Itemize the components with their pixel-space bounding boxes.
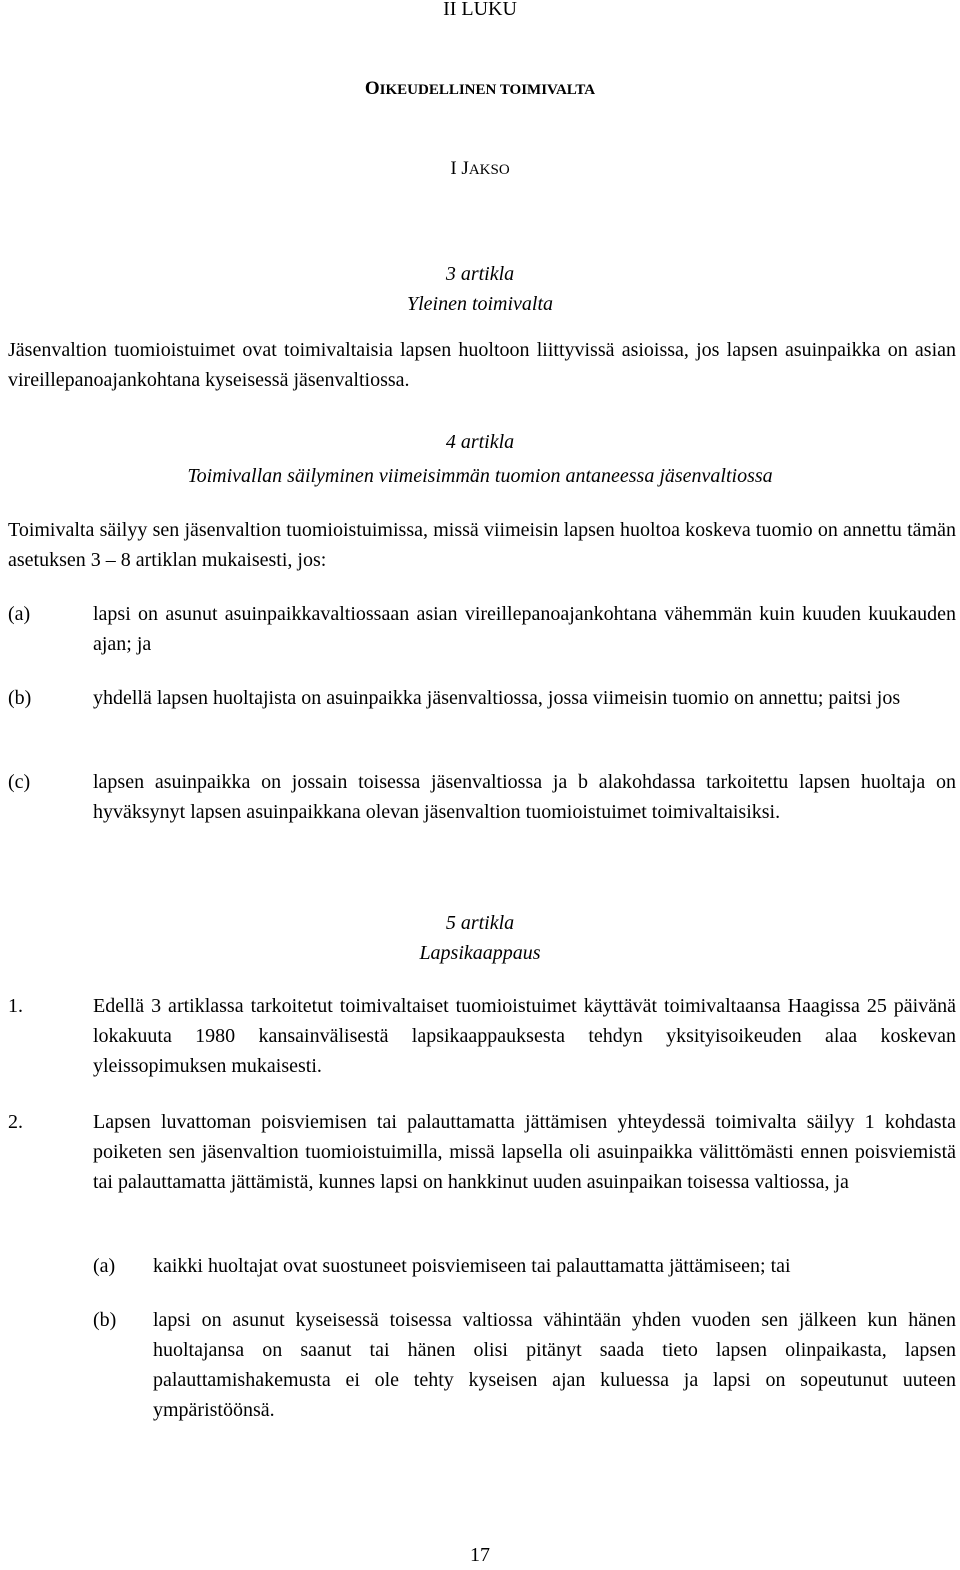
chapter-title xyxy=(0,74,960,105)
page-number: 17 xyxy=(470,1544,490,1566)
paragraph-label: 2. xyxy=(8,1111,23,1133)
paragraph-label: 1. xyxy=(8,995,23,1017)
subitem-label: (a) xyxy=(93,1255,116,1277)
chapter-title-initial: O xyxy=(364,78,380,99)
section-heading-rest: AKSO xyxy=(468,162,510,178)
article-3-text: Jäsenvaltion tuomioistuimet ovat toimivaltaisia lapsen huoltoon liittyvissä asioissa, jos lapsen asuinpaikka on asian vireillepanoajankohtana kyseisessä jäsenvaltiossa. xyxy=(8,339,956,391)
item-text: yhdellä lapsen huoltajista on asuinpaikka jäsenvaltiossa, jossa viimeisin tuomio on annettu; paitsi jos xyxy=(93,687,901,709)
item-label: (b) xyxy=(8,687,32,709)
article-3-number: 3 artikla xyxy=(445,263,515,285)
article-5-heading: Lapsikaappaus xyxy=(419,942,541,964)
article-4-intro: Toimivalta säilyy sen jäsenvaltion tuomioistuimissa, missä viimeisin lapsen huoltoa koskeva tuomio on annettu tämän asetuksen 3 – 8 artiklan mukaisesti, jos: xyxy=(8,519,956,571)
item-label: (a) xyxy=(8,603,31,625)
item-label: (c) xyxy=(8,771,31,793)
article-4-number: 4 artikla xyxy=(445,431,515,453)
article-4-heading: Toimivallan säilyminen viimeisimmän tuomion antaneessa jäsenvaltiossa xyxy=(187,465,773,487)
paragraph-text: Lapsen luvattoman poisviemisen tai palauttamatta jättämisen yhteydessä toimivalta säilyy 1 kohdasta poiketen sen jäsenvaltion tuomioistuimilla, missä lapsella oli asuinpaikka välittömästi ennen poisviemistä tai palauttamatta jättämistä, kunnes lapsi on hankkinut uuden asuinpaikan toisessa valtiossa, ja xyxy=(93,1111,956,1193)
chapter-title-rest: IKEUDELLINEN TOIMIVALTA xyxy=(379,82,596,98)
paragraph-text: Edellä 3 artiklassa tarkoitetut toimivaltaiset tuomioistuimet käyttävät toimivaltaansa Haagissa 25 päivänä lokakuuta 1980 kansainvälisestä lapsikaappauksesta tehdyn yksityisoikeuden alaa koskevan yleissopimuksen mukaisesti. xyxy=(93,995,956,1077)
section-heading xyxy=(0,154,960,185)
subitem-label: (b) xyxy=(93,1309,117,1331)
item-text: lapsi on asunut asuinpaikkavaltiossaan asian vireillepanoajankohtana vähemmän kuin kuuden kuukauden ajan; ja xyxy=(93,603,956,655)
article-5-number: 5 artikla xyxy=(445,912,515,934)
subitem-text: lapsi on asunut kyseisessä toisessa valtiossa vähintään yhden vuoden sen jälkeen kun hänen huoltajansa on saanut tai hänen olisi pitänyt saada tieto lapsen olinpaikasta, lapsen palauttamishakemusta ei ole tehty kyseisen ajan kuluessa ja lapsi on sopeutunut uuteen ympäristöönsä. xyxy=(153,1309,956,1421)
section-heading-initial: I J xyxy=(450,158,469,179)
subitem-text: kaikki huoltajat ovat suostuneet poisviemiseen tai palauttamatta jättämiseen; tai xyxy=(153,1255,791,1277)
article-3-heading: Yleinen toimivalta xyxy=(406,293,554,315)
chapter-heading: II LUKU xyxy=(443,0,517,20)
item-text: lapsen asuinpaikka on jossain toisessa jäsenvaltiossa ja b alakohdassa tarkoitettu lapsen huoltaja on hyväksynyt lapsen asuinpaikkana olevan jäsenvaltion tuomioistuimet toimivaltaisiksi. xyxy=(93,771,956,823)
